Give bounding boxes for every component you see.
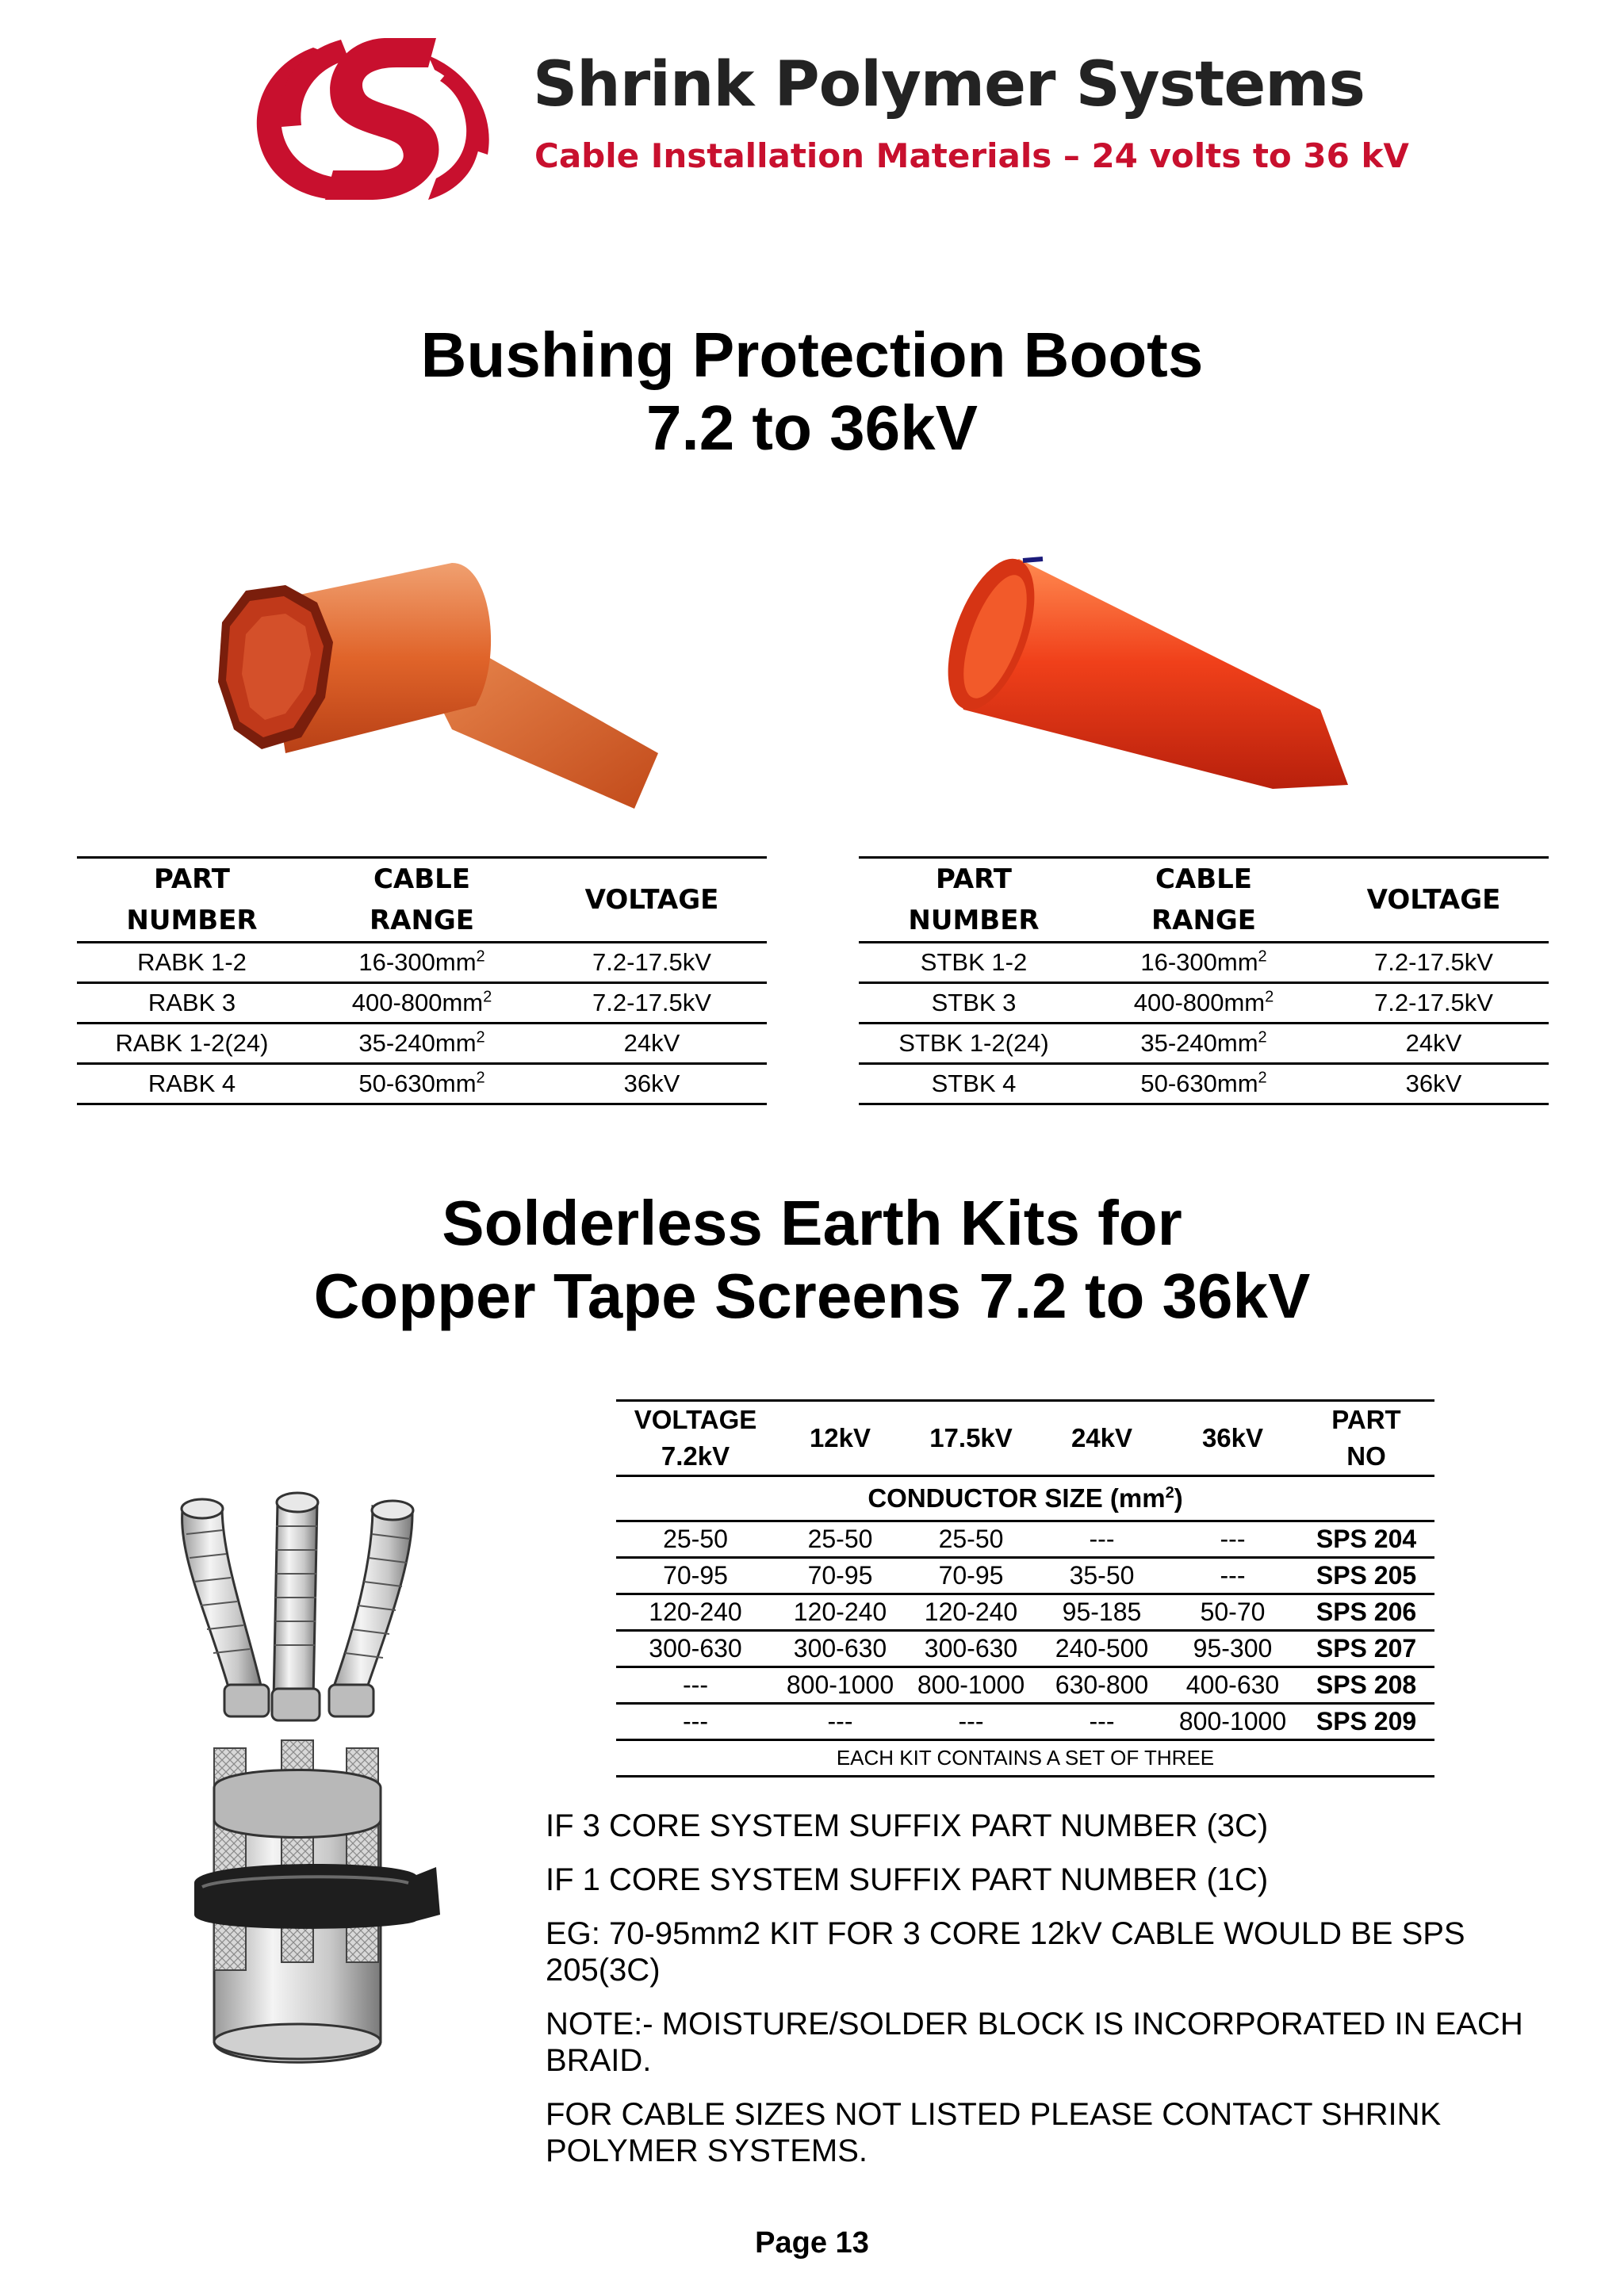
voltage: 36kV (537, 1064, 767, 1104)
header-cable-range: CABLE RANGE (369, 863, 475, 936)
title-line-1: Bushing Protection Boots (420, 320, 1204, 390)
header-part-number: PART NUMBER (126, 863, 258, 936)
part-no: SPS 205 (1298, 1558, 1434, 1594)
table-row (77, 943, 767, 983)
title-line-1: Solderless Earth Kits for (442, 1188, 1182, 1258)
size-24kv: --- (1036, 1521, 1167, 1558)
size-17-5kv: 120-240 (906, 1594, 1036, 1631)
note-moisture-block: NOTE:- MOISTURE/SOLDER BLOCK IS INCORPORATED IN EACH BRAID. (546, 2007, 1523, 2078)
size-12kv: 70-95 (775, 1558, 906, 1594)
size-36kv: 50-70 (1167, 1594, 1298, 1631)
size-24kv: 95-185 (1036, 1594, 1167, 1631)
table-header-row (859, 858, 1549, 943)
voltage: 24kV (537, 1024, 767, 1064)
size-24kv: --- (1036, 1704, 1167, 1740)
table-row (77, 983, 767, 1024)
size-7-2kv: 300-630 (616, 1631, 775, 1667)
size-7-2kv: 70-95 (616, 1558, 775, 1594)
table-header-row (77, 858, 767, 943)
part-number: RABK 1-2 (77, 943, 307, 983)
cable-range: $35-240mm^2$ (1089, 1024, 1319, 1064)
cable-range: $50-630mm^2$ (1089, 1064, 1319, 1104)
kit-contents-note: EACH KIT CONTAINS A SET OF THREE (616, 1740, 1434, 1777)
size-36kv: 400-630 (1167, 1667, 1298, 1704)
title-line-2: 7.2 to 36kV (645, 392, 978, 463)
table-row (616, 1594, 1434, 1631)
table-footer-row (616, 1740, 1434, 1777)
note-example: EG: 70-95mm2 KIT FOR 3 CORE 12kV CABLE WOULD BE SPS 205(3C) (546, 1916, 1465, 1988)
rabk-table (77, 856, 767, 1105)
size-36kv: 95-300 (1167, 1631, 1298, 1667)
table-row (616, 1704, 1434, 1740)
size-12kv: --- (775, 1704, 906, 1740)
table-row (859, 943, 1549, 983)
conductor-size-label: CONDUCTOR SIZE $(mm^2)$ (616, 1476, 1434, 1521)
size-24kv: 630-800 (1036, 1667, 1167, 1704)
size-17-5kv: 25-50 (906, 1521, 1036, 1558)
voltage: 7.2-17.5kV (1319, 943, 1549, 983)
part-no: SPS 209 (1298, 1704, 1434, 1740)
size-36kv: --- (1167, 1558, 1298, 1594)
page-number: Page 13 (755, 2226, 869, 2260)
size-17-5kv: 800-1000 (906, 1667, 1036, 1704)
header-24kv: 24kV (1071, 1423, 1133, 1452)
part-number: STBK 3 (859, 983, 1089, 1024)
note-1-core: IF 1 CORE SYSTEM SUFFIX PART NUMBER (1C) (546, 1862, 1269, 1897)
size-17-5kv: 300-630 (906, 1631, 1036, 1667)
section-title-bushing (0, 319, 1624, 465)
header-17-5kv: 17.5kV (929, 1423, 1013, 1452)
size-7-2kv: 25-50 (616, 1521, 775, 1558)
earth-kit-diagram (170, 1487, 456, 2073)
size-17-5kv: 70-95 (906, 1558, 1036, 1594)
cable-range: $400-800mm^2$ (1089, 983, 1319, 1024)
size-36kv: 800-1000 (1167, 1704, 1298, 1740)
part-number: RABK 3 (77, 983, 307, 1024)
conductor-size-row (616, 1476, 1434, 1521)
header-12kv: 12kV (809, 1423, 871, 1452)
voltage: 7.2-17.5kV (537, 943, 767, 983)
part-number: STBK 1-2 (859, 943, 1089, 983)
table-row (859, 1024, 1549, 1064)
header-voltage-7-2kv: VOLTAGE 7.2kV (634, 1405, 757, 1471)
size-7-2kv: 120-240 (616, 1594, 775, 1631)
part-no: SPS 207 (1298, 1631, 1434, 1667)
header-36kv: 36kV (1201, 1423, 1264, 1452)
header-part-no: PART NO (1331, 1405, 1401, 1471)
cable-range: $35-240mm^2$ (307, 1024, 537, 1064)
note-contact: FOR CABLE SIZES NOT LISTED PLEASE CONTACT SHRINK POLYMER SYSTEMS. (546, 2097, 1442, 2168)
cable-range: $400-800mm^2$ (307, 983, 537, 1024)
table-row (616, 1521, 1434, 1558)
table-header-row (616, 1401, 1434, 1476)
part-no: SPS 204 (1298, 1521, 1434, 1558)
table-row (616, 1667, 1434, 1704)
header-cable-range: CABLE RANGE (1151, 863, 1257, 936)
part-number: STBK 4 (859, 1064, 1089, 1104)
part-no: SPS 208 (1298, 1667, 1434, 1704)
voltage: 36kV (1319, 1064, 1549, 1104)
rabk-boot-image (214, 547, 674, 840)
part-number: STBK 1-2(24) (859, 1024, 1089, 1064)
brand-tagline: Cable Installation Materials – 24 volts to 36 kV (534, 136, 1409, 175)
cable-range: $16-300mm^2$ (1089, 943, 1319, 983)
table-row (616, 1558, 1434, 1594)
size-17-5kv: --- (906, 1704, 1036, 1740)
voltage: 7.2-17.5kV (537, 983, 767, 1024)
brand-name: Shrink Polymer Systems (533, 49, 1365, 121)
stbk-table (859, 856, 1549, 1105)
size-12kv: 25-50 (775, 1521, 906, 1558)
header-voltage: VOLTAGE (584, 884, 719, 916)
size-24kv: 240-500 (1036, 1631, 1167, 1667)
voltage: 7.2-17.5kV (1319, 983, 1549, 1024)
voltage: 24kV (1319, 1024, 1549, 1064)
cable-range: $50-630mm^2$ (307, 1064, 537, 1104)
size-12kv: 800-1000 (775, 1667, 906, 1704)
title-line-2: Copper Tape Screens 7.2 to 36kV (313, 1261, 1311, 1331)
size-7-2kv: --- (616, 1704, 775, 1740)
header-part-number: PART NUMBER (908, 863, 1040, 936)
table-row (859, 983, 1549, 1024)
cable-range: $16-300mm^2$ (307, 943, 537, 983)
table-row (859, 1064, 1549, 1104)
size-12kv: 300-630 (775, 1631, 906, 1667)
part-number: RABK 1-2(24) (77, 1024, 307, 1064)
notes-block (546, 1808, 1529, 2187)
size-12kv: 120-240 (775, 1594, 906, 1631)
table-row (77, 1064, 767, 1104)
section-title-earth-kits (0, 1187, 1624, 1333)
size-7-2kv: --- (616, 1667, 775, 1704)
earth-kit-table (616, 1399, 1434, 1777)
company-logo (238, 32, 500, 206)
table-row (77, 1024, 767, 1064)
note-3-core: IF 3 CORE SYSTEM SUFFIX PART NUMBER (3C) (546, 1808, 1269, 1843)
size-24kv: 35-50 (1036, 1558, 1167, 1594)
size-36kv: --- (1167, 1521, 1298, 1558)
part-no: SPS 206 (1298, 1594, 1434, 1631)
part-number: RABK 4 (77, 1064, 307, 1104)
header-voltage: VOLTAGE (1366, 884, 1501, 916)
stbk-boot-image (948, 551, 1360, 805)
table-row (616, 1631, 1434, 1667)
